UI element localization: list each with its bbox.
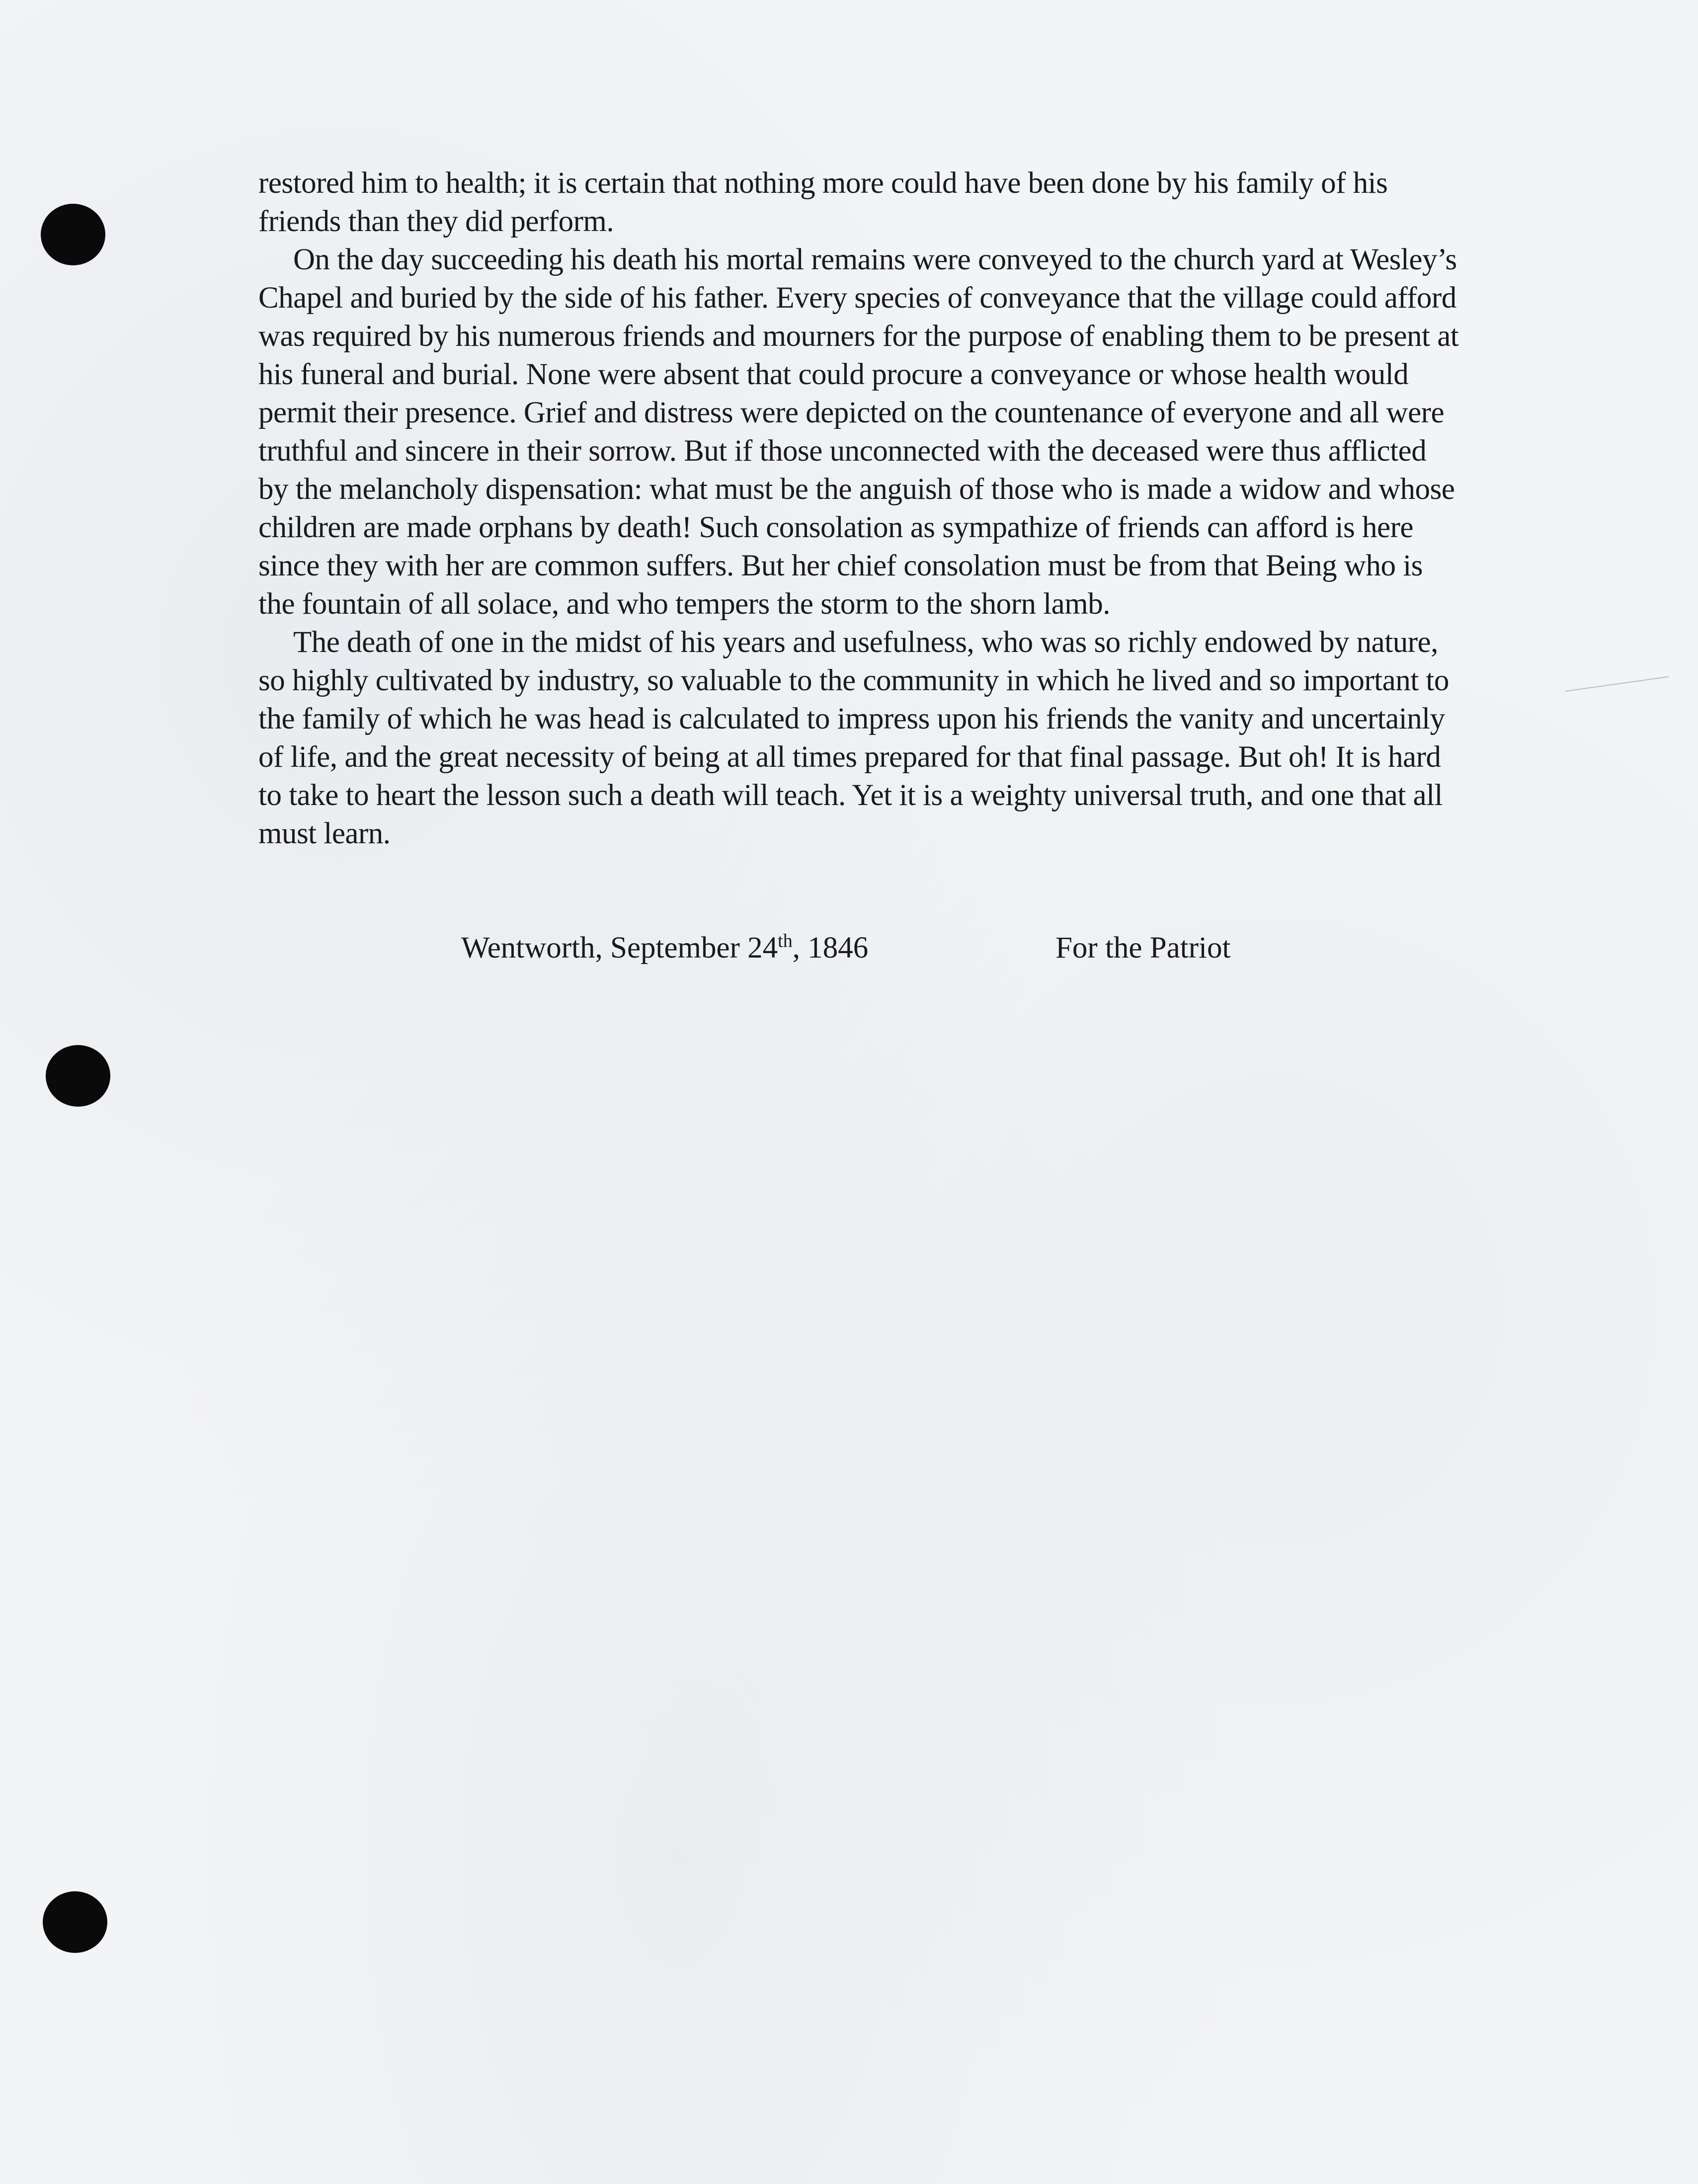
punch-hole-top [41,204,105,265]
body-text [258,164,1461,853]
punch-hole-bottom [43,1891,107,1953]
date-superscript: th [778,930,793,952]
paragraph-funeral: On the day succeeding his death his mortal remains were conveyed to the church yard at Wesley’s Chapel and buried by the side of his father. Every species of conveyance that the village could afford was required by his numerous friends and mourners for the purpose of enabling them to be present at his funeral and burial. None were absent that could procure a conveyance or whose health would permit their presence. Grief and distress were depicted on the countenance of everyone and all were truthful and sincere in their sorrow. But if those unconnected with the deceased were thus afflicted by the melancholy dispensation: what must be the anguish of those who is made a widow and whose children are made orphans by death! Such consolation as sympathize of friends can afford is here since they with her are common suffers. But her chief consolation must be from that Being who is the fountain of all solace, and who tempers the storm to the shorn lamb. [258,243,1459,621]
publication-name: For the Patriot [1055,931,1231,965]
place-date-prefix: Wentworth, September 24 [461,931,778,965]
punch-hole-middle [46,1045,110,1107]
scan-smudge-mark [1565,676,1669,692]
paragraph-reflection: The death of one in the midst of his years and usefulness, who was so richly endowed by nature, so highly cultivated by industry, so valuable to the community in which he lived and so important to the family of which he was head is calculated to impress upon his friends the vanity and uncertainly of life, and the great necessity of being at all times prepared for that final passage. But oh! It is hard to take to heart the lesson such a death will teach. Yet it is a weighty universal truth, and one that all must learn. [258,626,1449,850]
place-date-suffix: , 1846 [792,931,869,965]
place-and-date [461,928,868,968]
paragraph-continuation: restored him to health; it is certain that nothing more could have been done by his family of his friends than they did perform. [258,166,1388,238]
signature-line [0,928,1698,968]
